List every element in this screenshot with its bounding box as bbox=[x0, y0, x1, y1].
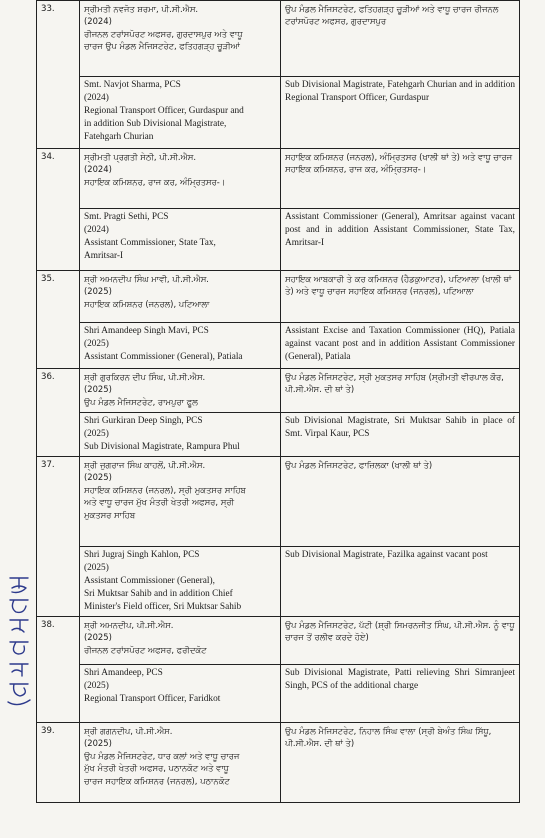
officer-name-punjabi-line: ਸ਼੍ਰੀ ਅਮਨਦੀਪ, ਪੀ.ਸੀ.ਐਸ. bbox=[84, 620, 174, 630]
officer-name-english-line: Shri Gurkiran Deep Singh, PCS bbox=[84, 416, 203, 426]
officer-name-english bbox=[80, 323, 281, 369]
officer-name-punjabi-line: ਮੁਕਤਸਰ ਸਾਹਿਬ bbox=[84, 509, 136, 520]
table-row bbox=[37, 271, 520, 323]
officer-name-english-line: Assistant Commissioner (General), bbox=[84, 576, 215, 586]
posting-english-text: Sub Divisional Magistrate, Sri Muktsar Sahib in place of Smt. Virpal Kaur, PCS bbox=[285, 416, 515, 439]
posting-punjabi bbox=[281, 271, 520, 323]
officer-name-english-line: Regional Transport Officer, Faridkot bbox=[84, 694, 221, 704]
officer-name-english-line: Assistant Commissioner (General), Patiala bbox=[84, 352, 243, 362]
posting-punjabi bbox=[281, 369, 520, 413]
officer-name-punjabi-line: ਮੁੱਖ ਮੰਤਰੀ ਖੇਤਰੀ ਅਫਸਰ, ਪਠਾਨਕੋਟ ਅਤੇ ਵਾਧੂ bbox=[84, 763, 229, 774]
officer-name-english-line: Shri Amandeep, PCS bbox=[84, 668, 163, 678]
officer-name-punjabi-line: ਸਹਾਇਕ ਕਮਿਸ਼ਨਰ (ਜਨਰਲ), ਸ੍ਰੀ ਮੁਕਤਸਰ ਸਾਹਿਬ bbox=[84, 484, 246, 495]
table-row-english bbox=[37, 547, 520, 617]
table-row bbox=[37, 457, 520, 547]
table-row bbox=[37, 369, 520, 413]
table-row bbox=[37, 1, 520, 77]
table-row bbox=[37, 723, 520, 803]
posting-punjabi bbox=[281, 723, 520, 803]
officer-name-english bbox=[80, 547, 281, 617]
posting-punjabi-text: ਉਪ ਮੰਡਲ ਮੈਜਿਸਟਰੇਟ, ਫਾਜ਼ਿਲਕਾ (ਖਾਲੀ ਥਾਂ ਤੇ) bbox=[285, 460, 433, 470]
serial-number: 37. bbox=[37, 457, 80, 617]
officer-name-english-line: Shri Amandeep Singh Mavi, PCS bbox=[84, 326, 209, 336]
officer-name-english-line: Sri Muktsar Sahib and in addition Chief bbox=[84, 589, 233, 599]
table-row-english bbox=[37, 323, 520, 369]
officer-name-punjabi bbox=[80, 369, 281, 413]
posting-english bbox=[281, 665, 520, 723]
officer-name-punjabi-line: ਸ਼੍ਰੀ ਗਗਨਦੀਪ, ਪੀ.ਸੀ.ਐਸ. bbox=[84, 726, 173, 736]
officer-name-english-line: Fatehgarh Churian bbox=[84, 132, 154, 142]
officer-name-punjabi-line: (2025) bbox=[84, 384, 112, 395]
officer-name-punjabi-line: ਸ੍ਰੀਮਤੀ ਪ੍ਰਗਤੀ ਸੇਠੀ, ਪੀ.ਸੀ.ਐਸ. bbox=[84, 152, 196, 162]
officer-name-punjabi-line: ਸਹਾਇਕ ਕਮਿਸ਼ਨਰ, ਰਾਜ ਕਰ, ਅੰਮ੍ਰਿਤਸਰ-। bbox=[84, 176, 226, 187]
posting-punjabi bbox=[281, 149, 520, 209]
table-row-english bbox=[37, 665, 520, 723]
officer-name-english-line: Smt. Navjot Sharma, PCS bbox=[84, 80, 181, 90]
officer-name-punjabi bbox=[80, 457, 281, 547]
posting-punjabi-text: ਸਹਾਇਕ ਕਮਿਸ਼ਨਰ (ਜਨਰਲ), ਅੰਮ੍ਰਿਤਸਰ (ਖਾਲੀ ਥਾਂ ਤੇ) ਅਤੇ ਵਾਧੂ ਚਾਰਜ ਸਹਾਇਕ ਕਮਿਸ਼ਨਰ, ਰਾਜ ਕਰ, ਅੰਮ੍ਰਿਤਸਰ-। bbox=[285, 152, 513, 175]
table-row-english bbox=[37, 209, 520, 271]
posting-english bbox=[281, 323, 520, 369]
officer-name-english-line: (2024) bbox=[84, 225, 109, 235]
table-row bbox=[37, 617, 520, 665]
posting-punjabi bbox=[281, 1, 520, 77]
officer-name-punjabi bbox=[80, 723, 281, 803]
officer-name-punjabi-line: ਸ੍ਰੀਮਤੀ ਨਵਜੋਤ ਸ਼ਰਮਾ, ਪੀ.ਸੀ.ਐਸ. bbox=[84, 4, 199, 14]
officer-name-punjabi bbox=[80, 149, 281, 209]
posting-punjabi bbox=[281, 617, 520, 665]
officer-name-english-line: Smt. Pragti Sethi, PCS bbox=[84, 212, 169, 222]
posting-english bbox=[281, 77, 520, 149]
posting-english-text: Sub Divisional Magistrate, Fatehgarh Churian and in addition Regional Transport Officer, Gurdaspur bbox=[285, 80, 515, 103]
officer-name-english-line: (2025) bbox=[84, 429, 109, 439]
officer-name-punjabi-line: ਅਤੇ ਵਾਧੂ ਚਾਰਜ ਮੁੱਖ ਮੰਤਰੀ ਖੇਤਰੀ ਅਫਸਰ, ਸ੍ਰੀ bbox=[84, 497, 234, 508]
posting-english bbox=[281, 209, 520, 271]
officer-name-punjabi-line: (2025) bbox=[84, 632, 112, 643]
officer-name-punjabi-line: (2024) bbox=[84, 164, 112, 175]
officer-name-english-line: Minister's Field officer, Sri Muktsar Sahib bbox=[84, 602, 242, 612]
officer-name-punjabi-line: ਰੀਜਨਲ ਟਰਾਂਸਪੋਰਟ ਅਫਸਰ, ਫਰੀਦਕੋਟ bbox=[84, 644, 207, 655]
posting-english-text: Sub Divisional Magistrate, Fazilka against vacant post bbox=[285, 550, 488, 560]
officer-name-punjabi-line: ਸ਼੍ਰੀ ਜੁਗਰਾਜ ਸਿੰਘ ਕਾਹਲੋਂ, ਪੀ.ਸੀ.ਐਸ. bbox=[84, 460, 206, 470]
officer-name-punjabi-line: (2025) bbox=[84, 472, 112, 483]
posting-orders-table bbox=[36, 0, 520, 803]
serial-number: 35. bbox=[37, 271, 80, 369]
posting-punjabi-text: ਉਪ ਮੰਡਲ ਮੈਜਿਸਟਰੇਟ, ਪੱਟੀ (ਸ਼੍ਰੀ ਸਿਮਰਨਜੀਤ ਸਿੰਘ, ਪੀ.ਸੀ.ਐਸ. ਨੂੰ ਵਾਧੂ ਚਾਰਜ ਤੋਂ ਰਲੀਵ ਕਰਦੇ ਹੋਏ) bbox=[285, 620, 515, 643]
officer-name-punjabi bbox=[80, 1, 281, 77]
officer-name-english-line: Amritsar-I bbox=[84, 251, 124, 261]
officer-name-punjabi bbox=[80, 271, 281, 323]
officer-name-english-line: (2025) bbox=[84, 339, 109, 349]
officer-name-english-line: (2025) bbox=[84, 563, 109, 573]
officer-name-punjabi-line: ਚਾਰਜ ਉਪ ਮੰਡਲ ਮੈਜਿਸਟਰੇਟ, ਫਤਿਹਗੜ੍ਹ ਚੂੜੀਆਂ bbox=[84, 41, 240, 52]
officer-name-punjabi-line: ਉਪ ਮੰਡਲ ਮੈਜਿਸਟਰੇਟ, ਰਾਮਪੁਰਾ ਫੂਲ bbox=[84, 396, 198, 407]
officer-name-english-line: Assistant Commissioner, State Tax, bbox=[84, 238, 216, 248]
officer-name-english-line: Regional Transport Officer, Gurdaspur and bbox=[84, 106, 244, 116]
officer-name-english bbox=[80, 77, 281, 149]
officer-name-english bbox=[80, 413, 281, 457]
posting-english bbox=[281, 413, 520, 457]
handwritten-signature bbox=[2, 568, 36, 718]
officer-name-english-line: in addition Sub Divisional Magistrate, bbox=[84, 119, 227, 129]
officer-name-english-line: (2025) bbox=[84, 681, 109, 691]
table-row-english bbox=[37, 77, 520, 149]
table-row bbox=[37, 149, 520, 209]
serial-number: 36. bbox=[37, 369, 80, 457]
serial-number: 33. bbox=[37, 1, 80, 149]
officer-name-english-line: Sub Divisional Magistrate, Rampura Phul bbox=[84, 442, 240, 452]
table-row-english bbox=[37, 413, 520, 457]
serial-number: 38. bbox=[37, 617, 80, 723]
officer-name-punjabi-line: ਰੀਜਨਲ ਟਰਾਂਸਪੋਰਟ ਅਫਸਰ, ਗੁਰਦਾਸਪੁਰ ਅਤੇ ਵਾਧੂ bbox=[84, 28, 243, 39]
officer-name-english-line: Shri Jugraj Singh Kahlon, PCS bbox=[84, 550, 200, 560]
signature-drawing bbox=[2, 568, 36, 718]
posting-punjabi bbox=[281, 457, 520, 547]
serial-number: 39. bbox=[37, 723, 80, 803]
officer-name-punjabi-line: ਉਪ ਮੰਡਲ ਮੈਜਿਸਟਰੇਟ, ਧਾਰ ਕਲਾਂ ਅਤੇ ਵਾਧੂ ਚਾਰਜ bbox=[84, 750, 240, 761]
posting-english-text: Assistant Commissioner (General), Amritsar against vacant post and in addition Assistant Commissioner, State Tax, Amritsar-I bbox=[285, 212, 515, 248]
posting-punjabi-text: ਉਪ ਮੰਡਲ ਮੈਜਿਸਟਰੇਟ, ਨਿਹਾਲ ਸਿੰਘ ਵਾਲਾ (ਸ੍ਰੀ ਬੇਅੰਤ ਸਿੰਘ ਸਿੱਧੂ, ਪੀ.ਸੀ.ਐਸ. ਦੀ ਥਾਂ ਤੇ) bbox=[285, 726, 492, 749]
posting-english-text: Assistant Excise and Taxation Commissioner (HQ), Patiala against vacant post and in addition Assistant Commissioner (General), Patiala bbox=[285, 326, 515, 362]
posting-english bbox=[281, 547, 520, 617]
officer-name-punjabi-line: ਸਹਾਇਕ ਕਮਿਸ਼ਨਰ (ਜਨਰਲ), ਪਟਿਆਲਾ bbox=[84, 298, 210, 309]
officer-name-punjabi-line: ਸ਼੍ਰੀ ਅਮਨਦੀਪ ਸਿੰਘ ਮਾਵੀ, ਪੀ.ਸੀ.ਐਸ. bbox=[84, 274, 209, 284]
posting-english-text: Sub Divisional Magistrate, Patti relieving Shri Simranjeet Singh, PCS of the additional charge bbox=[285, 668, 515, 691]
serial-number: 34. bbox=[37, 149, 80, 271]
officer-name-english-line: (2024) bbox=[84, 93, 109, 103]
officer-name-punjabi-line: ਸ਼੍ਰੀ ਗੁਰਕਿਰਨ ਦੀਪ ਸਿੰਘ, ਪੀ.ਸੀ.ਐਸ. bbox=[84, 372, 206, 382]
officer-name-punjabi-line: (2025) bbox=[84, 286, 112, 297]
posting-punjabi-text: ਉਪ ਮੰਡਲ ਮੈਜਿਸਟਰੇਟ, ਸ੍ਰੀ ਮੁਕਤਸਰ ਸਾਹਿਬ (ਸ੍ਰੀਮਤੀ ਵੀਰਪਾਲ ਕੌਰ, ਪੀ.ਸੀ.ਐਸ. ਦੀ ਥਾਂ ਤੇ) bbox=[285, 372, 504, 395]
officer-name-punjabi-line: (2024) bbox=[84, 16, 112, 27]
officer-name-punjabi-line: (2025) bbox=[84, 738, 112, 749]
officer-name-english bbox=[80, 209, 281, 271]
officer-name-punjabi-line: ਚਾਰਜ ਸਹਾਇਕ ਕਮਿਸ਼ਨਰ (ਜਨਰਲ), ਪਠਾਨਕੋਟ bbox=[84, 775, 230, 786]
posting-punjabi-text: ਸਹਾਇਕ ਆਬਕਾਰੀ ਤੇ ਕਰ ਕਮਿਸ਼ਨਰ (ਹੈਡਕੁਆਟਰ), ਪਟਿਆਲਾ (ਖਾਲੀ ਥਾਂ ਤੇ) ਅਤੇ ਵਾਧੂ ਚਾਰਜ ਸਹਾਇਕ ਕਮਿਸ਼ਨਰ (ਜਨਰਲ), ਪਟਿਆਲਾ bbox=[285, 274, 512, 297]
officer-name-punjabi bbox=[80, 617, 281, 665]
posting-punjabi-text: ਉਪ ਮੰਡਲ ਮੈਜਿਸਟਰੇਟ, ਫਤਿਹਗੜ੍ਹ ਚੂੜੀਆਂ ਅਤੇ ਵਾਧੂ ਚਾਰਜ ਰੀਜਨਲ ਟਰਾਂਸਪੋਰਟ ਅਫਸਰ, ਗੁਰਦਾਸਪੁਰ bbox=[285, 4, 499, 27]
officer-name-english bbox=[80, 665, 281, 723]
